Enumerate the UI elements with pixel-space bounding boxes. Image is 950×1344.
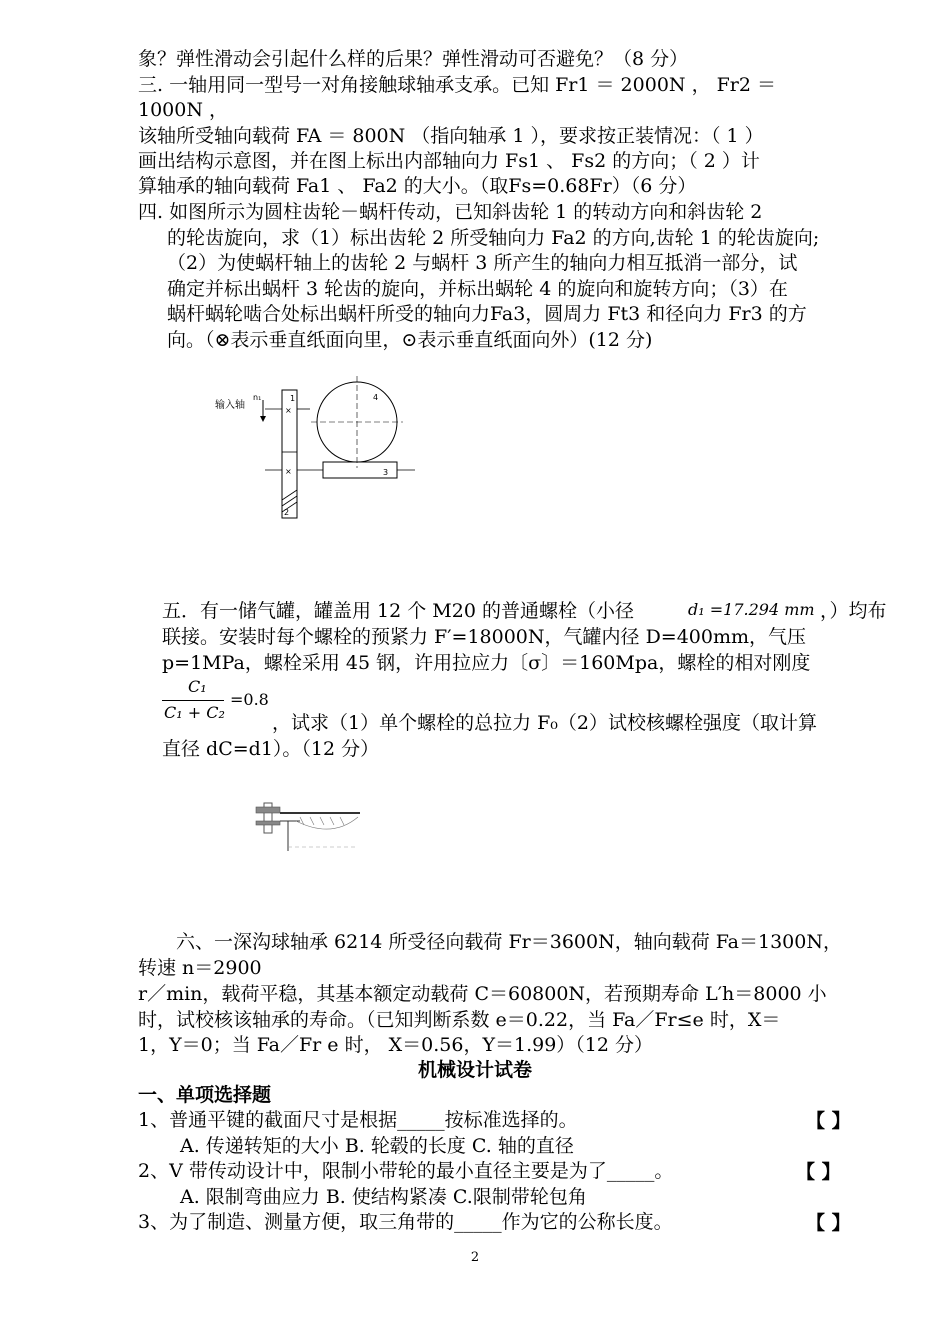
bolt-nut [256,821,280,825]
pressure-curve [296,817,358,829]
q3-line-5: 算轴承的轴向载荷 Fa1 、 Fa2 的大小。（取Fs=0.68Fr）（6 分） [138,175,697,197]
answer-bracket-1[interactable]: 【 】 [806,1110,851,1132]
answer-bracket-2[interactable]: 【 】 [796,1161,841,1183]
q6-line-5: 1，Y＝0；当 Fa／Fr e 时， X＝0.56，Y＝1.99）（12 分） [138,1034,654,1056]
mc-options-1: A. 传递转矩的大小 B. 轮毂的长度 C. 轴的直径 [180,1135,574,1157]
q3-line-1: 三. 一轴用同一型号一对角接触球轴承支承。已知 Fr1 ＝ 2000N ， Fr2 ＝ [138,74,777,96]
q5-line-2: 联接。安装时每个螺栓的预紧力 F′=18000N，气罐内径 D=400mm，气压 [162,626,807,648]
pressure-arrows [300,817,344,825]
q3-line-3: 该轴所受轴向载荷 FA ＝ 800N （指向轴承 1 ），要求按正装情况：（ 1 ） [138,125,764,147]
exam-title: 机械设计试卷 [417,1059,532,1081]
q5-line-5: 直径 dC=d1）。（12 分） [162,738,380,760]
q5-line-3: p=1MPa，螺栓采用 45 钢，许用拉应力〔σ〕＝160Mpa，螺栓的相对刚度 [162,652,811,674]
q4-line-4: 确定并标出蜗杆 3 轮齿的旋向，并标出蜗轮 4 的旋向和旋转方向；（3）在 [167,278,788,300]
wheel-label: 4 [373,393,379,402]
mc-options-2: A. 限制弯曲应力 B. 使结构紧凑 C.限制带轮包角 [180,1186,587,1208]
gear2-tooth-line [282,490,297,500]
n1-arrowhead [260,416,266,422]
tank-bolt-figure [252,795,362,855]
q5-line-4: ，试求（1）单个螺栓的总拉力 F₀（2）试校核螺栓强度（取计算 [272,712,818,734]
gear1-label: 1 [290,394,296,403]
q4-line-3: （2）为使蜗杆轴上的齿轮 2 与蜗杆 3 所产生的轴向力相互抵消一部分，试 [167,252,798,274]
q4-line-1: 四. 如图所示为圆柱齿轮－蜗杆传动，已知斜齿轮 1 的转动方向和斜齿轮 2 [138,201,763,223]
answer-bracket-3[interactable]: 【 】 [806,1212,851,1234]
d1-formula: d₁ =17.294 mm [688,600,815,619]
stiffness-denominator: C₁ + C₂ [164,703,225,722]
q6-line-1: 六、一深沟球轴承 6214 所受径向载荷 Fr＝3600N，轴向载荷 Fa＝1300N， [176,931,842,953]
mc-question-1: 1、普通平键的截面尺寸是根据_____按标准选择的。 [138,1109,578,1131]
q3-line-4: 画出结构示意图，并在图上标出内部轴向力 Fs1 、 Fs2 的方向；（ 2 ）计 [138,150,760,172]
q4-line-2: 的轮齿旋向，求（1）标出齿轮 2 所受轴向力 Fa2 的方向,齿轮 1 的轮齿旋向; [167,227,820,249]
q6-line-2: 转速 n＝2900 [138,957,262,979]
worm-label: 3 [383,468,389,477]
gear2-cross: × [285,467,292,476]
q2-tail-text: 象？弹性滑动会引起什么样的后果？弹性滑动可否避免？（8 分） [138,48,689,70]
mc-question-2: 2、V 带传动设计中，限制小带轮的最小直径主要是为了_____。 [138,1160,674,1182]
gear2-tooth-line [282,496,297,506]
stiffness-numerator: C₁ [188,677,207,696]
q4-line-6: 向。（⊗表示垂直纸面向里，⊙表示垂直纸面向外）(12 分) [167,329,653,351]
q5-line-1-end: ，）均布 [820,600,887,622]
stiffness-value: =0.8 [230,690,269,709]
input-shaft-label: 输入轴 [215,400,245,411]
n1-label: n₁ [253,393,262,402]
q5-line-1: 五．有一储气罐，罐盖用 12 个 M20 的普通螺栓（小径 [162,600,634,622]
gear-worm-figure [205,370,415,520]
section-heading: 一、单项选择题 [138,1084,272,1106]
gear2-label: 2 [284,508,290,517]
q4-line-5: 蜗杆蜗轮啮合处标出蜗杆所受的轴向力Fa3，圆周力 Ft3 和径向力 Fr3 的方 [167,303,807,325]
mc-question-3: 3、为了制造、测量方便，取三角带的_____作为它的公称长度。 [138,1211,673,1233]
page-number: 2 [470,1250,480,1265]
bolt-head [256,807,280,813]
q6-line-3: r／min，载荷平稳，其基本额定动载荷 C＝60800N，若预期寿命 L′h＝8000 小 [138,983,827,1005]
fraction-bar [162,700,224,701]
q3-line-2: 1000N ， [138,99,229,121]
gear1-cross: × [285,406,292,415]
q6-line-4: 时，试校核该轴承的寿命。（已知判断系数 e＝0.22，当 Fa／Fr≤e 时，X＝ [138,1009,781,1031]
